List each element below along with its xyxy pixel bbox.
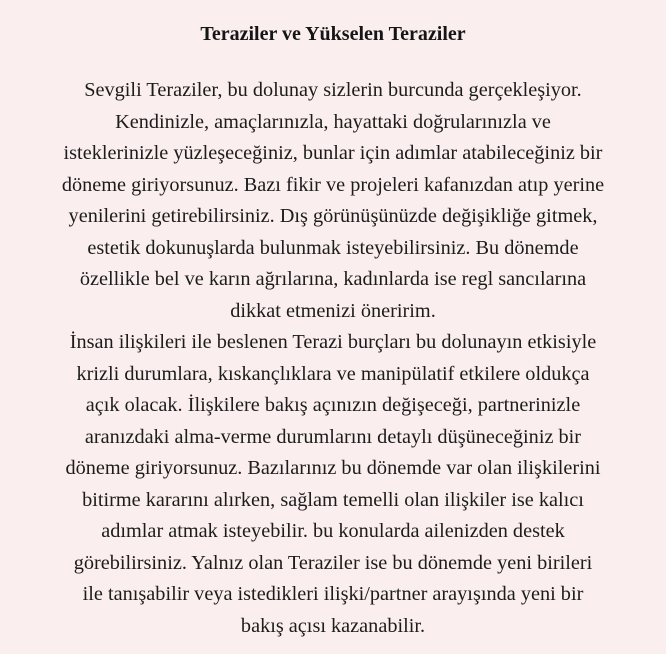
body-line: aranızdaki alma-verme durumlarını detaylı düşüneceğiniz bir xyxy=(84,425,582,448)
body-line: İnsan ilişkileri ile beslenen Terazi burçları bu dolunayın etkisiyle xyxy=(69,331,597,353)
body-line: yenilerini getirebilirsiniz. Dış görünüşünüzde değişikliğe gitmek, xyxy=(68,205,598,227)
body-line: isteklerinizle yüzleşeceğiniz, bunlar için adımlar atabileceğiniz bir xyxy=(63,142,603,164)
body-line: krizli durumlara, kıskançlıklara ve manipülatif etkilere oldukça xyxy=(76,362,590,385)
document-body xyxy=(26,75,640,642)
body-line: adımlar atmak isteyebilir. bu konularda ailenizden destek xyxy=(101,520,565,542)
body-line: ile tanışabilir veya istedikleri ilişki/partner arayışında yeni bir xyxy=(82,583,584,605)
body-line: bakış açısı kazanabilir. xyxy=(240,614,426,637)
document-title: Teraziler ve Yükselen Teraziler xyxy=(200,23,466,45)
body-line: görebilirsiniz. Yalnız olan Teraziler ise bu dönemde yeni birileri xyxy=(73,551,593,574)
body-line: dikkat etmenizi öneririm. xyxy=(230,299,436,322)
body-line: döneme giriyorsunuz. Bazılarınız bu dönemde var olan ilişkilerini xyxy=(65,457,601,479)
body-line: Sevgili Teraziler, bu dolunay sizlerin burcunda gerçekleşiyor. xyxy=(84,79,582,101)
body-line: bitirme kararını alırken, sağlam temelli olan ilişkiler ise kalıcı xyxy=(82,488,584,511)
body-line: estetik dokunuşlarda bulunmak isteyebilirsiniz. Bu dönemde xyxy=(87,236,579,259)
body-line: açık olacak. İlişkilere bakış açınızın değişeceği, partnerinizle xyxy=(85,394,581,416)
body-line: Kendinizle, amaçlarınızla, hayattaki doğrularınızla ve xyxy=(115,110,551,133)
body-line: döneme giriyorsunuz. Bazı fikir ve projeleri kafanızdan atıp yerine xyxy=(61,173,605,196)
body-line: özellikle bel ve karın ağrılarına, kadınlarda ise regl sancılarına xyxy=(79,268,587,290)
